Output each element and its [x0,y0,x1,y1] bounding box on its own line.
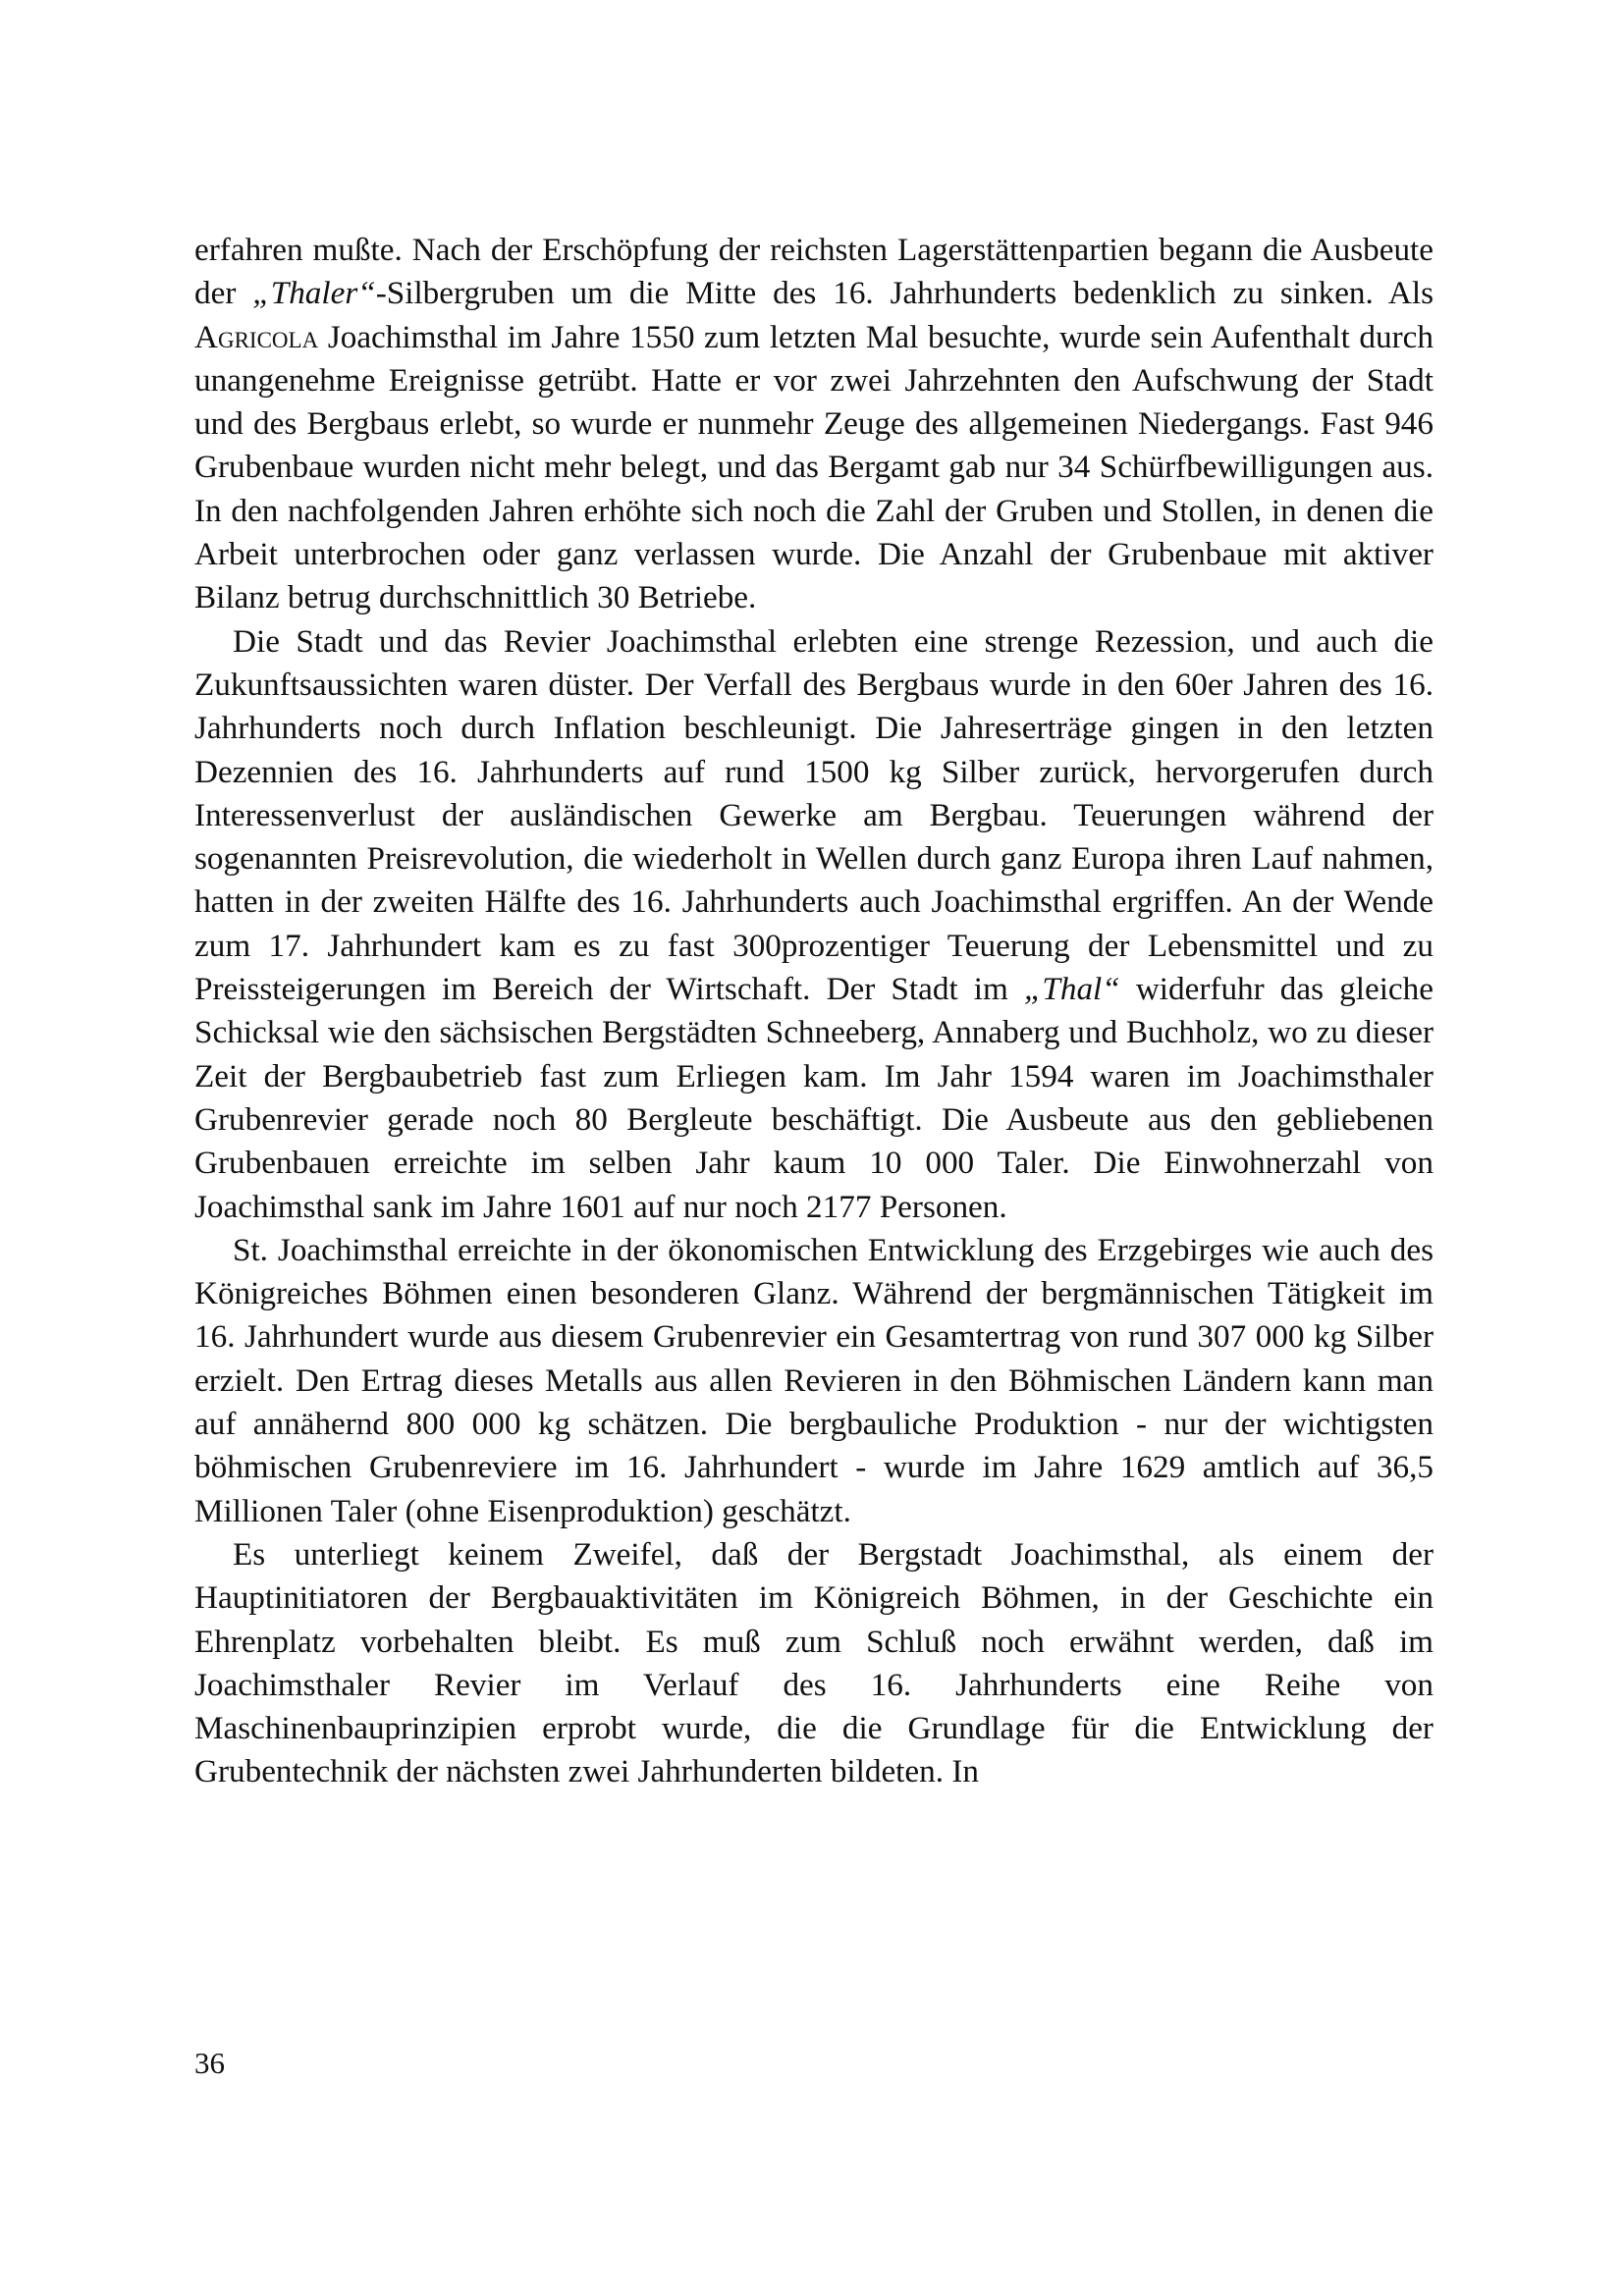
paragraph-4 [194,1533,1434,1794]
italic-term: „Thal“ [1023,971,1120,1008]
body-text [194,229,1434,1794]
author-name: Agricola [194,318,319,355]
paragraph-3 [194,1229,1434,1533]
text-run: -Silbergruben um die Mitte des 16. Jahrhunderts bedenklich zu sinken. Als [375,275,1434,312]
text-run: Die Stadt und das Revier Joachimsthal erlebten eine strenge Rezession, und auch die Zukunftsaussichten waren düster. Der Verfall des Bergbaus wurde in den 60er Jahren des 16. Jahrhunderts noch durch Inflation beschleunigt. Die Jahreserträge gingen in den letzten Dezennien des 16. Jahrhunderts auf rund 1500 kg Silber zurück, hervorgerufen durch Interessenverlust der ausländischen Gewerke am Bergbau. Teuerungen während der sogenannten Preisrevolution, die wiederholt in Wellen durch ganz Europa ihren Lauf nahmen, hatten in der zweiten Hälfte des 16. Jahrhunderts auch Joachimsthal ergriffen. An der Wende zum 17. Jahrhundert kam es zu fast 300prozentiger Teuerung der Lebensmittel und zu Preissteigerungen im Bereich der Wirtschaft. Der Stadt im [194,622,1434,1008]
text-run: Es unterliegt keinem Zweifel, daß der Bergstadt Joachimsthal, als einem der Hauptinitiatoren der Bergbauaktivitäten im Königreich Böhmen, in der Geschichte ein Ehrenplatz vorbehalten bleibt. Es muß zum Schluß noch erwähnt werden, daß im Joachimsthaler Revier im Verlauf des 16. Jahrhunderts eine Reihe von Maschinenbauprinzipien erprobt wurde, die die Grundlage für die Entwicklung der Grubentechnik der nächsten zwei Jahrhunderten bildeten. In [194,1535,1434,1790]
text-run: widerfuhr das gleiche Schicksal wie den sächsischen Bergstädten Schneeberg, Annaberg und Buchholz, wo zu dieser Zeit der Bergbaubetrieb fast zum Erliegen kam. Im Jahr 1594 waren im Joachimsthaler Grubenrevier gerade noch 80 Bergleute beschäftigt. Die Ausbeute aus den gebliebenen Grubenbauen erreichte im selben Jahr kaum 10 000 Taler. Die Einwohnerzahl von Joachimsthal sank im Jahre 1601 auf nur noch 2177 Personen. [194,971,1434,1225]
paragraph-2 [194,620,1434,1229]
page-number: 36 [194,2046,225,2080]
text-run: St. Joachimsthal erreichte in der ökonomischen Entwicklung des Erzgebirges wie auch des Königreiches Böhmen einen besonderen Glanz. Während der bergmännischen Tätigkeit im 16. Jahrhundert wurde aus diesem Grubenrevier ein Gesamtertrag von rund 307 000 kg Silber erzielt. Den Ertrag dieses Metalls aus allen Revieren in den Böhmischen Ländern kann man auf annähernd 800 000 kg schätzen. Die bergbauliche Produktion - nur der wichtigsten böhmischen Grubenreviere im 16. Jahrhundert - wurde im Jahre 1629 amtlich auf 36,5 Millionen Taler (ohne Eisenproduktion) geschätzt. [194,1231,1434,1529]
text-run: Joachimsthal im Jahre 1550 zum letzten Mal besuchte, wurde sein Aufenthalt durch unangenehme Ereignisse getrübt. Hatte er vor zwei Jahrzehnten den Aufschwung der Stadt und des Bergbaus erlebt, so wurde er nunmehr Zeuge des allgemeinen Niedergangs. Fast 946 Grubenbaue wurden nicht mehr belegt, und das Bergamt gab nur 34 Schürfbewilligungen aus. In den nachfolgenden Jahren erhöhte sich noch die Zahl der Gruben und Stollen, in denen die Arbeit unterbrochen oder ganz verlassen wurde. Die Anzahl der Grubenbaue mit aktiver Bilanz betrug durchschnittlich 30 Betriebe. [194,318,1434,616]
paragraph-1 [194,229,1434,620]
text-run: erfahren mußte. Nach der Erschöpfung der reichsten Lagerstättenpartien begann die Ausbeute der [194,232,1434,312]
italic-term: „Thaler“ [252,275,376,312]
